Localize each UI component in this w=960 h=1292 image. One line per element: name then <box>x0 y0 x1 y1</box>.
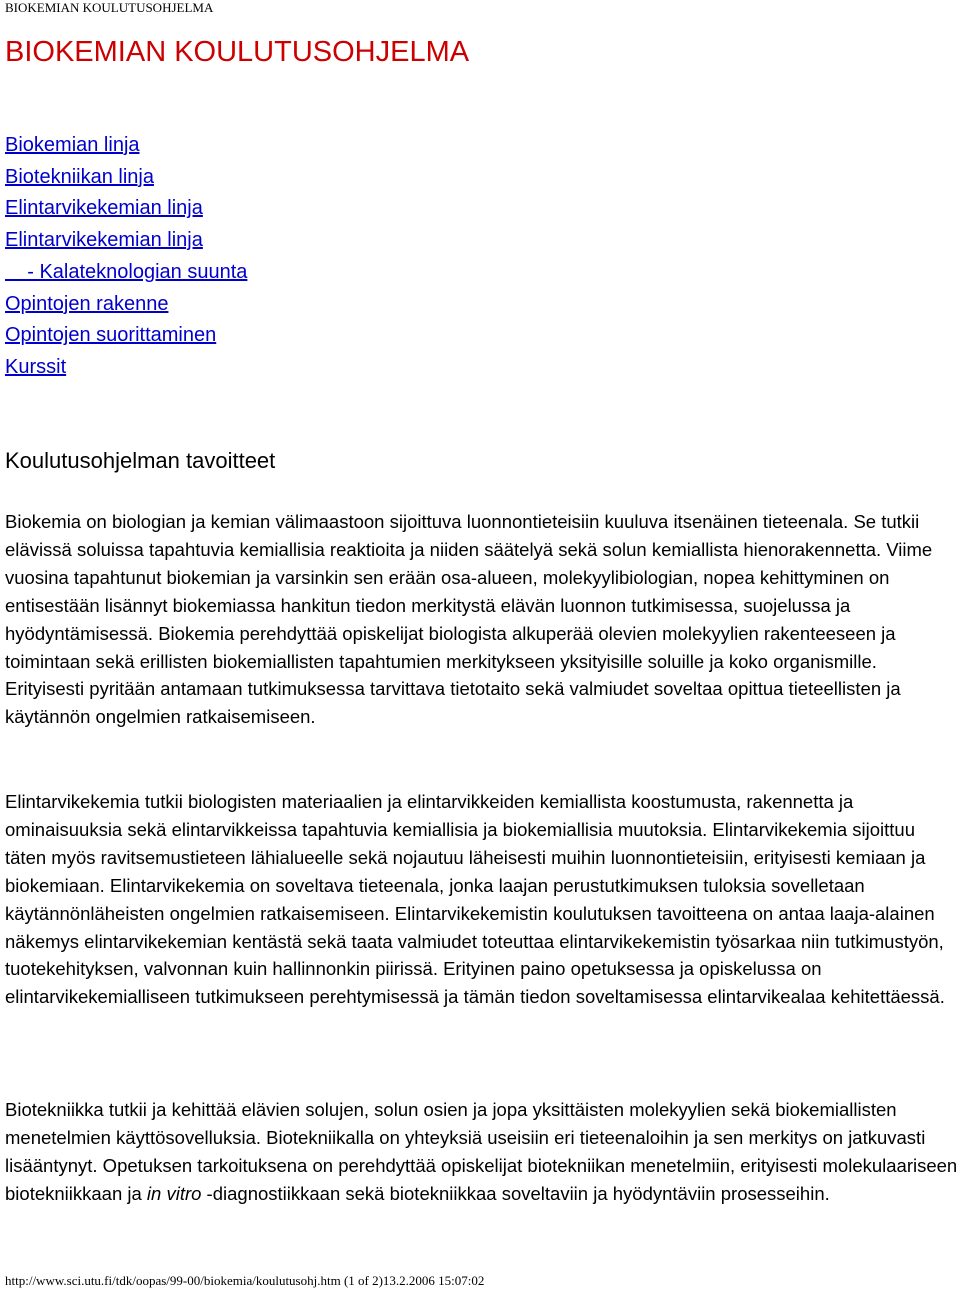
nav-link-completing-studies[interactable]: Opintojen suorittaminen <box>5 324 217 347</box>
print-footer: http://www.sci.utu.fi/tdk/oopas/99-00/biokemia/koulutusohj.htm (1 of 2)13.2.2006 15:07:02 <box>5 1273 485 1288</box>
nav-link-biotechnology[interactable]: Biotekniikan linja <box>5 165 154 188</box>
paragraph-text: Biotekniikka tutkii ja kehittää elävien solujen, solun osien ja jopa yksittäisten molekyylien sekä biokemiallisten menetelmien käyttösovelluksia. Biotekniikalla on yhteyksiä useisiin eri tieteenaloihin ja sen merkitys on jatkuvasti lisääntynyt. Opetuksen tarkoituksena on perehdyttää opiskelijat biotekniikan menetelmiin, erityisesti molekulaariseen biotekniikkaan ja <box>5 1099 958 1204</box>
page-title: BIOKEMIAN KOULUTUSOHJELMA <box>5 36 470 68</box>
italic-term: in vitro <box>146 1182 202 1204</box>
print-header: BIOKEMIAN KOULUTUSOHJELMA <box>5 0 214 15</box>
nav-link-courses[interactable]: Kurssit <box>5 355 67 378</box>
program-nav <box>5 130 247 384</box>
nav-link-fish-technology[interactable]: - Kalateknologian suunta <box>5 260 248 283</box>
paragraph-biochemistry: Biokemia on biologian ja kemian välimaastoon sijoittuva luonnontieteisiin kuuluva itsenäinen tieteenala. Se tutkii elävissä soluissa tapahtuvia kemiallisia reaktioita ja niiden säätelyä sekä solun kemiallista hienorakennetta. Viime vuosina tapahtunut biokemian ja varsinkin sen erään osa-alueen, molekyylibiologian, nopea kehittyminen on entisestään lisännyt biokemiassa hankitun tiedon merkitystä elävän luonnon tutkimisessa, suojelussa ja hyödyntämisessä. Biokemia perehdyttää opiskelijat biologista alkuperää olevien molekyylien rakenteeseen ja toimintaan sekä erillisten biokemiallisten tapahtumien merkitykseen yksityisille soluille ja koko organismille. Erityisesti pyritään antamaan tutkimuksessa tarvittava tietotaito sekä valmiudet soveltaa opittua tieteellisten ja käytännön ongelmien ratkaisemiseen. <box>5 511 933 728</box>
paragraph-biotechnology <box>5 1096 959 1208</box>
section-heading: Koulutusohjelman tavoitteet <box>5 448 276 473</box>
nav-link-food-chemistry[interactable]: Elintarvikekemian linja <box>5 197 203 220</box>
nav-link-biochemistry[interactable]: Biokemian linja <box>5 134 140 156</box>
nav-link-study-structure[interactable]: Opintojen rakenne <box>5 292 169 315</box>
paragraph-text: -diagnostiikkaan sekä biotekniikkaa soveltaviin ja hyödyntäviin prosesseihin. <box>201 1182 830 1204</box>
nav-link-food-chemistry-fish[interactable]: Elintarvikekemian linja <box>5 229 203 252</box>
paragraph-food-chemistry: Elintarvikekemia tutkii biologisten materiaalien ja elintarvikkeiden kemiallista koostumusta, rakennetta ja ominaisuuksia sekä elintarvikkeissa tapahtuvia kemiallisia ja biokemiallisia muutoksia. Elintarvikekemia sijoittuu täten myös ravitsemustieteen lähialueelle sekä nojautuu läheisesti muihin luonnontieteisiin, erityisesti kemiaan ja biokemiaan. Elintarvikekemia on soveltava tieteenala, jonka laajan perustutkimuksen tuloksia sovelletaan käytännönläheisten ongelmien ratkaisemiseen. Elintarvikekemistin koulutuksen tavoitteena on antaa laaja-alainen näkemys elintarvikekemian kentästä sekä taata valmiudet toteuttaa elintarvikekemistin työsarkaa niin tutkimustyön, tuotekehityksen, valvonnan kuin hallinnonkin piirissä. Erityinen paino opetuksessa ja opiskelussa on elintarvikekemialliseen tutkimukseen perehtymisessä ja tämän tiedon soveltamisessa elintarvikealaa kehitettäessä. <box>5 791 945 1008</box>
